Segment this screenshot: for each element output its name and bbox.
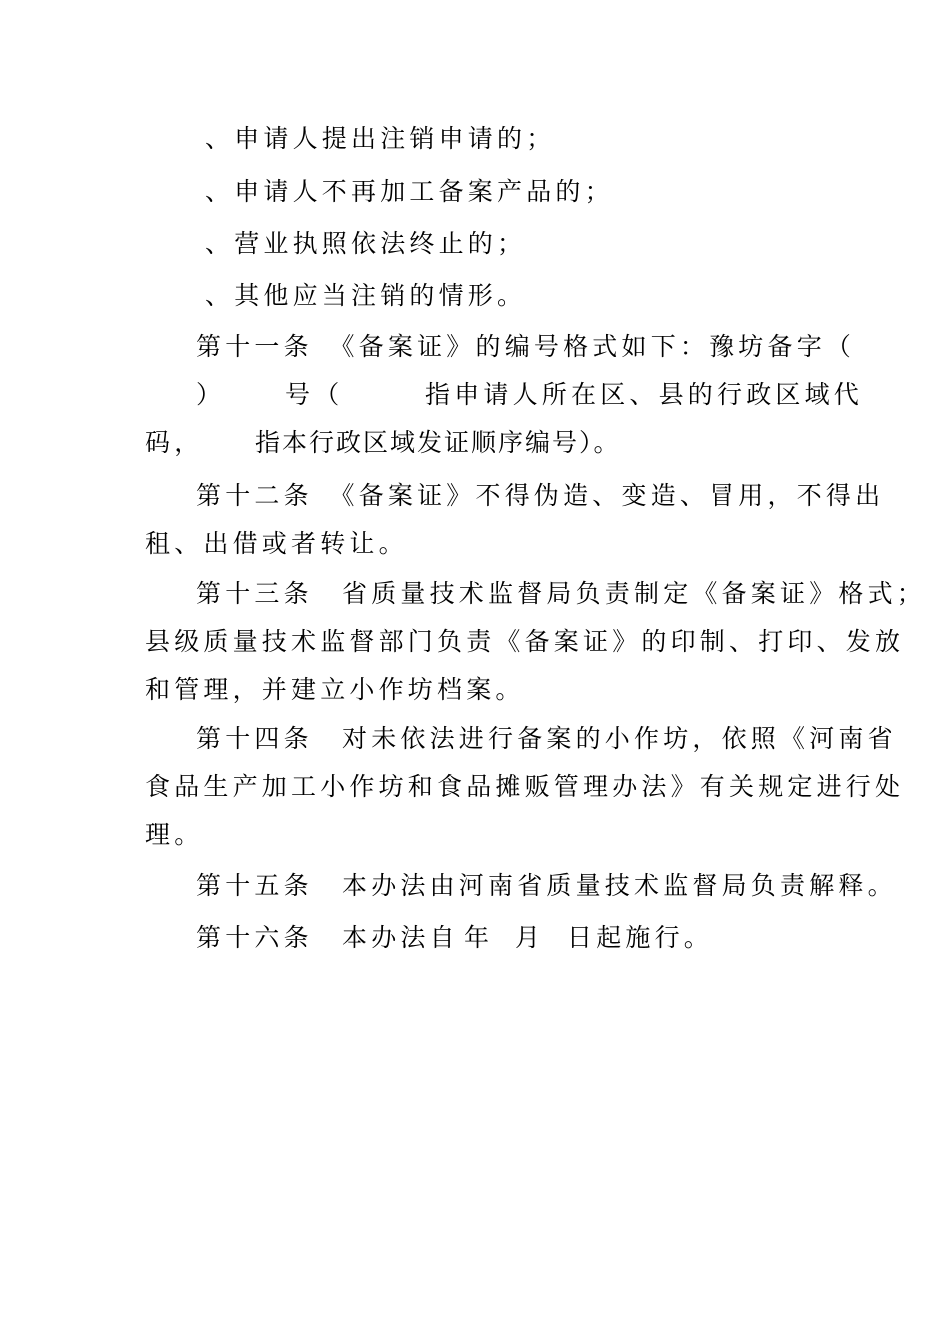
list-item: 、申请人不再加工备案产品的；	[205, 177, 614, 206]
list-item: 、其他应当注销的情形。	[205, 281, 527, 310]
list-item: 、申请人提出注销申请的；	[205, 124, 556, 153]
article-13-line-1: 第十三条 省质量技术监督局负责制定《备案证》格式；	[196, 579, 927, 608]
article-11-line-3a: 码，	[145, 428, 204, 457]
article-14-line-2: 食品生产加工小作坊和食品摊贩管理办法》有关规定进行处	[145, 772, 905, 801]
article-11-line-2c: 指申请人所在区、县的行政区域代	[425, 380, 864, 409]
article-12-line-2: 租、出借或者转让。	[145, 529, 408, 558]
article-11-line-3b: 指本行政区域发证顺序编号）。	[255, 428, 621, 457]
article-13-line-3: 和管理，并建立小作坊档案。	[145, 675, 525, 704]
list-item: 、营业执照依法终止的；	[205, 229, 527, 258]
article-16-part-1: 第十六条 本办法自	[196, 923, 459, 952]
article-16-part-4: 日起施行。	[567, 923, 714, 952]
article-13-line-2: 县级质量技术监督部门负责《备案证》的印制、打印、发放	[145, 627, 905, 656]
article-11-line-1: 第十一条 《备案证》的编号格式如下：豫坊备字（	[196, 332, 856, 361]
article-12-line-1: 第十二条 《备案证》不得伪造、变造、冒用，不得出	[196, 481, 885, 510]
article-11-line-2b: 号（	[285, 380, 344, 409]
article-14-line-1: 第十四条 对未依法进行备案的小作坊，依照《河南省	[196, 724, 897, 753]
article-16-year: 年	[464, 923, 494, 952]
article-16-month: 月	[515, 923, 545, 952]
article-15-line-1: 第十五条 本办法由河南省质量技术监督局负责解释。	[196, 871, 897, 900]
article-14-line-3: 理。	[145, 820, 204, 849]
article-11-line-2a: ）	[196, 380, 226, 409]
